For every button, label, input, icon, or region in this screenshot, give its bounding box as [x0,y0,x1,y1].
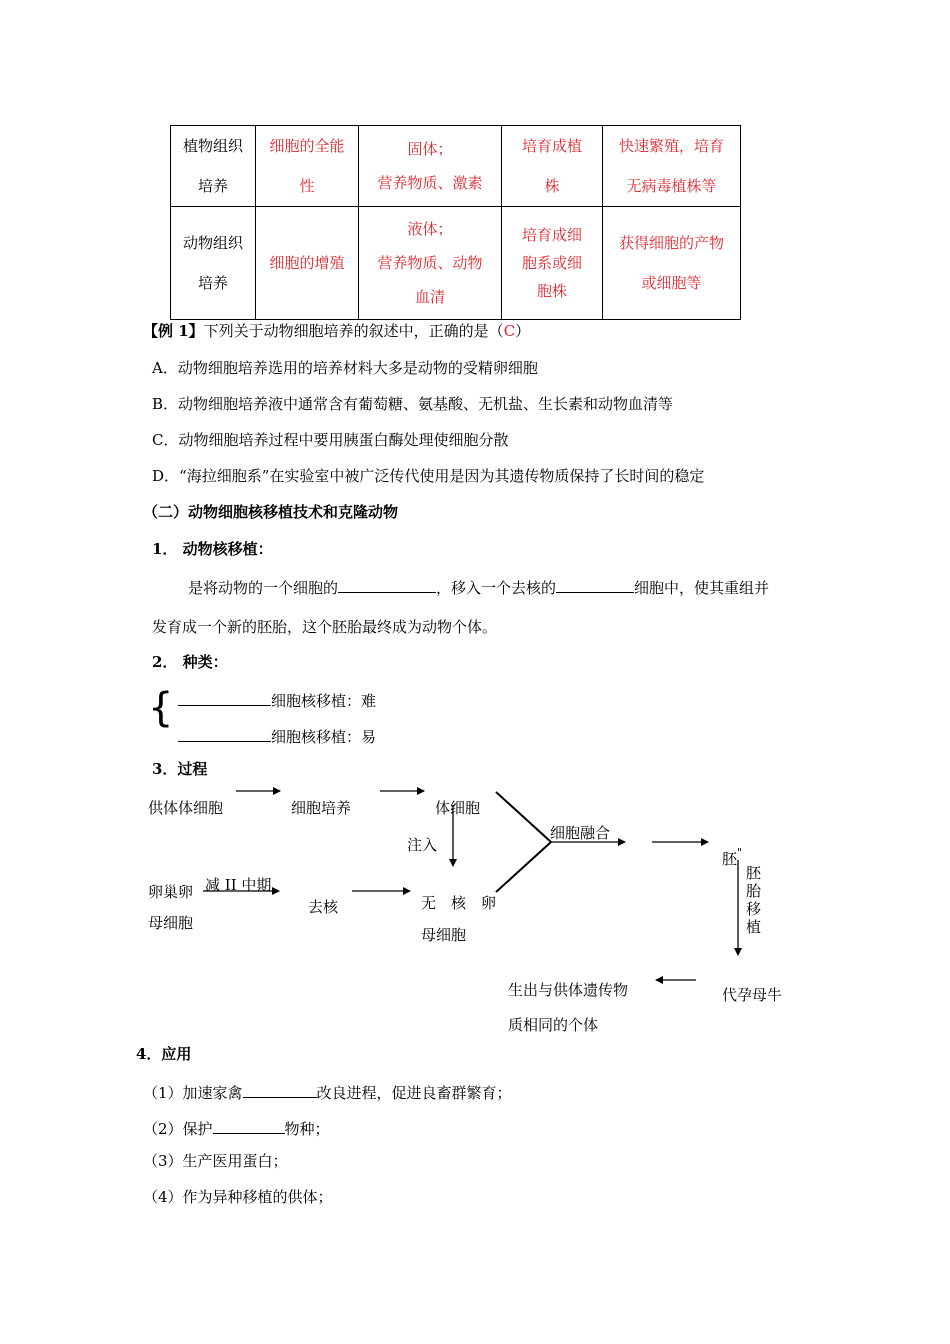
cell-line: 培育成细 [521,226,582,244]
label-meiosis: 减 II 中期 [205,876,272,894]
app-1 [143,1082,512,1101]
text-fragment: 母细胞 [148,914,194,932]
text-fragment: 细胞核移植：易 [271,728,377,746]
cell-line: 血清 [414,288,445,306]
text-fragment: 植 [746,918,762,936]
cell-line: 或细胞等 [641,274,702,292]
cell-line: 培育成植 [521,137,582,155]
node-surrogate: 代孕母牛 [722,986,783,1004]
text-fragment: 胎 [746,882,762,900]
cell-line: 获得细胞的产物 [618,234,724,252]
text-fragment: 质相同的个体 [508,1016,599,1034]
cell-line: 株 [544,177,560,195]
node-enucleate: 去核 [308,898,339,916]
cell-line: 培养 [197,274,228,292]
cell-line: 性 [299,177,315,195]
cell-line: 细胞的全能 [269,137,345,155]
line-lower-to-fusion [496,842,551,892]
item1-text-line2: 发育成一个新的胚胎，这个胚胎最终成为动物个体。 [152,618,498,636]
blank-line [213,1118,285,1134]
text-fragment: 物种； [284,1120,330,1138]
line-upper-to-fusion [496,792,551,842]
cell-line: 营养物质、激素 [377,174,483,192]
blank-line [243,1082,317,1098]
option-d: D．“海拉细胞系”在实验室中被广泛传代使用是因为其遗传物质保持了长时间的稳定 [152,467,705,485]
cell-line: 液体； [407,220,453,238]
example-question-text: 下列关于动物细胞培养的叙述中，正确的是（ [203,322,504,340]
cell-line: 固体； [407,140,453,158]
text-fragment: ，移入一个去核的 [436,579,557,597]
item1-title: 1． 动物核移植： [152,540,273,558]
text-fragment: 胚 [746,864,762,882]
text-fragment: 改良进程，促进良畜群繁育； [316,1084,512,1102]
cell-line: 细胞的增殖 [269,254,345,272]
app-3: （3）生产医用蛋白； [143,1152,288,1170]
text-fragment: " [737,846,743,859]
app-2 [143,1118,330,1137]
text-fragment: 移 [746,900,762,918]
option-a: A．动物细胞培养选用的培养材料大多是动物的受精卵细胞 [152,359,538,377]
node-donor: 供体体细胞 [148,799,224,817]
app-4: （4）作为异种移植的供体； [143,1188,333,1206]
text-fragment: 胚 [722,850,738,868]
node-somatic: 体细胞 [435,799,481,817]
node-culture: 细胞培养 [291,799,352,817]
node-embryo [722,846,743,868]
section4-title: 4．应用 [136,1045,192,1063]
text-fragment: 细胞核移植：难 [271,692,377,710]
brace-symbol: { [148,685,174,731]
node-offspring [508,973,628,1043]
text-fragment: （2）保护 [143,1120,213,1138]
label-transplant [746,864,762,936]
section-heading: （二）动物细胞核移植技术和克隆动物 [143,503,399,521]
label-inject: 注入 [407,836,438,854]
cell-line: 培养 [197,177,228,195]
text-fragment: 细胞中，使其重组并 [634,579,770,597]
node-ovary [148,877,193,939]
example-close: ） [515,322,531,340]
option-b: B．动物细胞培养液中通常含有葡萄糖、氨基酸、无机盐、生长素和动物血清等 [152,395,674,413]
cell-line: 胞系或细 [521,254,582,272]
text-fragment: （1）加速家禽 [143,1084,243,1102]
label-fusion: 细胞融合 [550,824,611,842]
text-fragment: 母细胞 [421,926,467,944]
node-enucleated-oocyte [421,887,496,951]
cell-line: 无病毒植株等 [626,177,717,195]
example-answer: C [503,322,516,340]
example-tag: 【例 1】 [143,322,204,340]
cell-line: 胞株 [536,282,567,300]
text-fragment: 生出与供体遗传物 [508,981,629,999]
cell-line: 植物组织 [182,137,243,155]
cell-line: 快速繁殖，培育 [618,137,724,155]
item3-title: 3．过程 [152,760,208,778]
text-fragment: 卵巢卵 [148,883,194,901]
item2-title: 2． 种类： [152,653,228,671]
text-fragment: 是将动物的一个细胞的 [188,579,339,597]
cell-line: 动物组织 [182,234,243,252]
text-fragment: 无 核 卵 [421,894,497,912]
cell-line: 营养物质、动物 [377,254,483,272]
option-c: C．动物细胞培养过程中要用胰蛋白酶处理使细胞分散 [152,431,509,449]
